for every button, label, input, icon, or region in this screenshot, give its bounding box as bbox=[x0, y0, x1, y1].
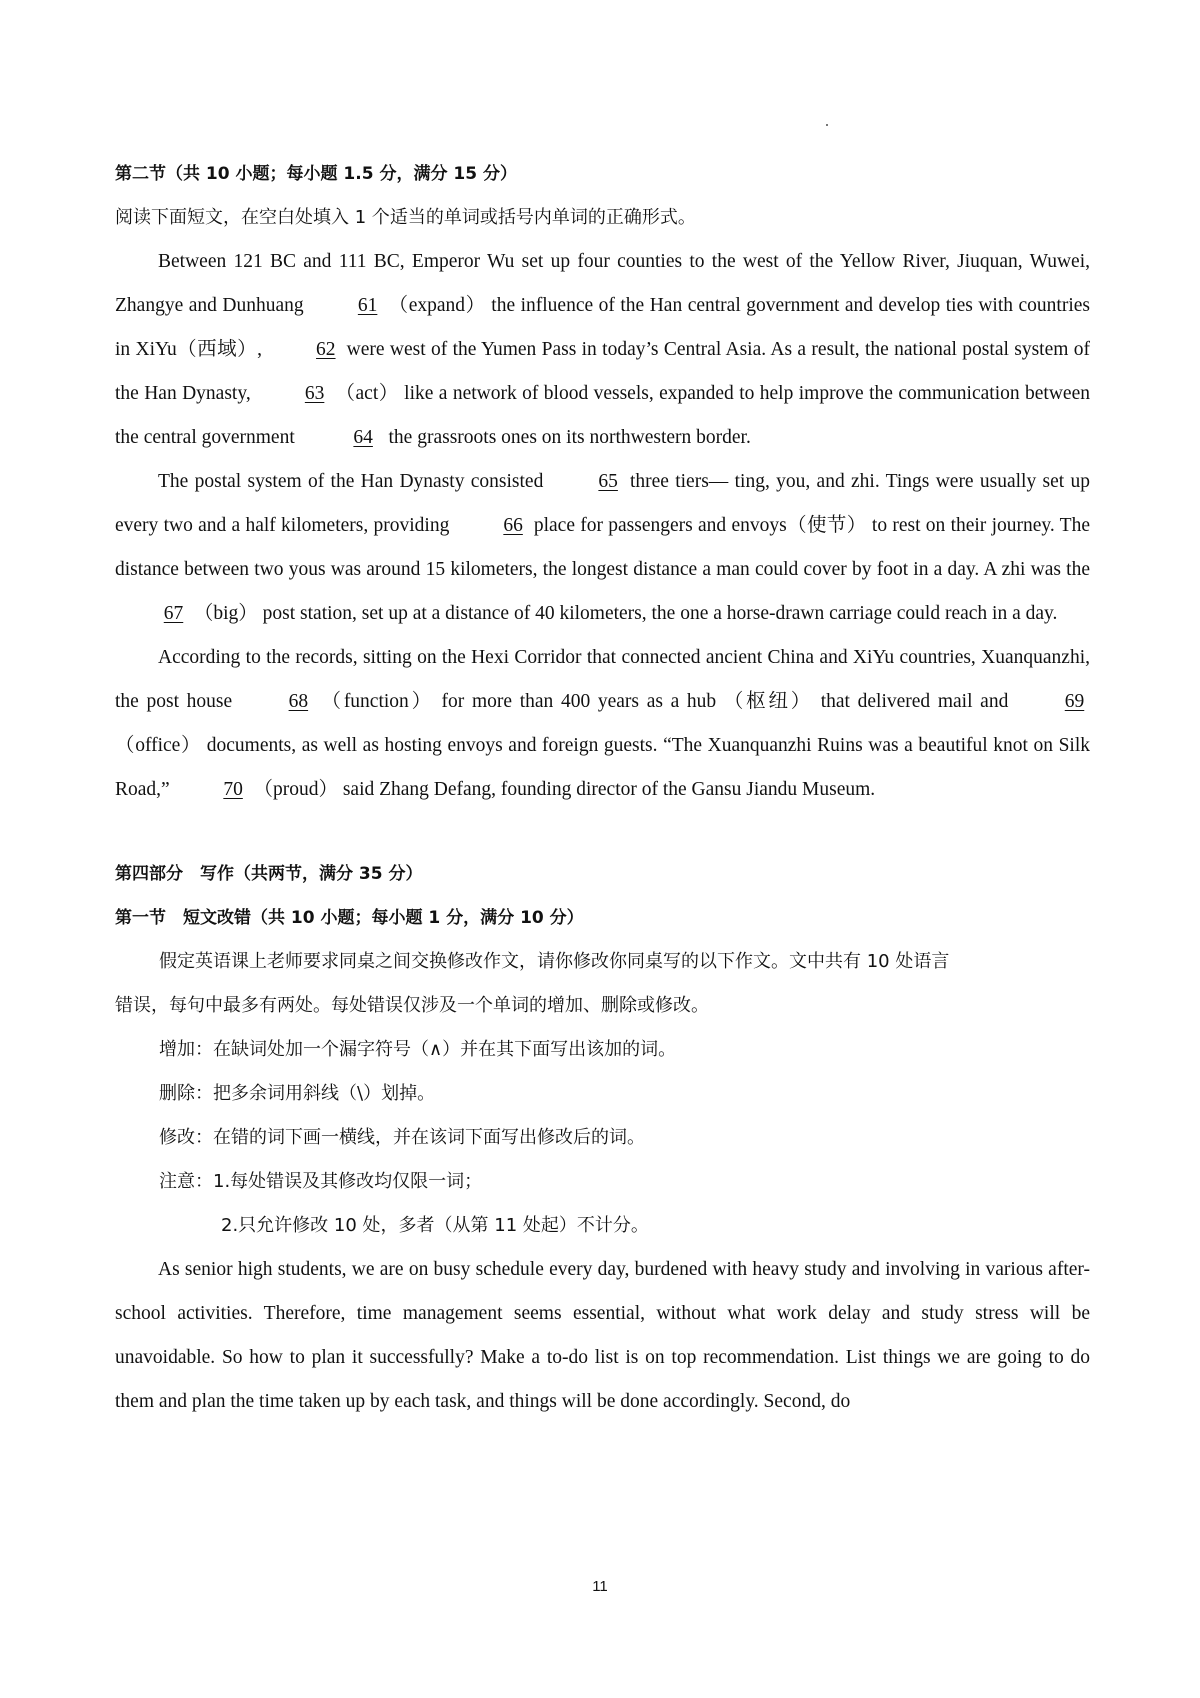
rule-modify: 修改：在错的词下画一横线，并在该词下面写出修改后的词。 bbox=[159, 1127, 645, 1148]
note-2: 2.只允许修改 10 处，多者（从第 11 处起）不计分。 bbox=[221, 1215, 649, 1236]
blank-62[interactable]: 62 bbox=[316, 339, 336, 360]
blank-68[interactable]: 68 bbox=[288, 691, 309, 712]
scan-speck bbox=[826, 124, 828, 126]
blank-61[interactable]: 61 bbox=[357, 295, 378, 316]
blank-67[interactable]: 67 bbox=[163, 603, 184, 624]
blank-64[interactable]: 64 bbox=[353, 427, 373, 448]
instruction-line-1: 假定英语课上老师要求同桌之间交换修改作文，请你修改你同桌写的以下作文。文中共有 10 处语言 bbox=[159, 951, 950, 972]
blank-63[interactable]: 63 bbox=[304, 383, 325, 404]
passage-paragraph-3: According to the records, sitting on the Hexi Corridor that connected ancient China and XiYu countries, Xuanquanzhi, the post house 68 （function） for more than 400 years as a hub （枢纽） that delivered mail and 69 （office） documents, as well as hosting envoys and foreign guests. “The Xuanquanzhi Ruins was a beautiful knot on Silk Road,” 70 （proud） said Zhang Defang, founding director of the Gansu Jiandu Museum. bbox=[115, 636, 1090, 812]
rule-delete: 删除：把多余词用斜线（\）划掉。 bbox=[159, 1083, 436, 1104]
instruction-line-2: 错误，每句中最多有两处。每处错误仅涉及一个单词的增加、删除或修改。 bbox=[115, 995, 709, 1016]
part4-section1-title: 第一节 短文改错（共 10 小题；每小题 1 分，满分 10 分） bbox=[115, 908, 584, 928]
essay-paragraph: As senior high students, we are on busy schedule every day, burdened with heavy study and involving in various after-school activities. Therefore, time management seems essential, without what work delay and study stress will be unavoidable. So how to plan it successfully? Make a to-do list is on top recommendation. List things we are going to do them and plan the time taken up by each task, and things will be done accordingly. Second, do bbox=[115, 1259, 1090, 1412]
part4-title: 第四部分 写作（共两节，满分 35 分） bbox=[115, 864, 423, 884]
blank-65[interactable]: 65 bbox=[598, 471, 618, 492]
section2-title: 第二节（共 10 小题；每小题 1.5 分，满分 15 分） bbox=[115, 164, 517, 184]
blank-70[interactable]: 70 bbox=[223, 779, 243, 800]
note-1: 注意：1.每处错误及其修改均仅限一词； bbox=[159, 1171, 483, 1192]
page-content bbox=[115, 152, 1090, 1424]
blank-69[interactable]: 69 bbox=[1064, 691, 1085, 712]
rule-add: 增加：在缺词处加一个漏字符号（∧）并在其下面写出该加的词。 bbox=[159, 1039, 677, 1060]
section2-instruction: 阅读下面短文，在空白处填入 1 个适当的单词或括号内单词的正确形式。 bbox=[115, 207, 696, 228]
blank-66[interactable]: 66 bbox=[503, 515, 523, 536]
passage-paragraph-1: Between 121 BC and 111 BC, Emperor Wu set up four counties to the west of the Yellow River, Jiuquan, Wuwei, Zhangye and Dunhuang 61 （expand） the influence of the Han central government and develop ties with countries in XiYu（西域）, 62 were west of the Yumen Pass in today’s Central Asia. As a result, the national postal system of the Han Dynasty, 63 （act） like a network of blood vessels, expanded to help improve the communication between the central government 64 the grassroots ones on its northwestern border. bbox=[115, 240, 1090, 460]
passage-paragraph-2: The postal system of the Han Dynasty consisted 65 three tiers— ting, you, and zhi. Tings were usually set up every two and a half kilometers, providing 66 place for passengers and envoys（使节） to rest on their journey. The distance between two yous was around 15 kilometers, the longest distance a man could cover by foot in a day. A zhi was the 67 （big） post station, set up at a distance of 40 kilometers, the one a horse-drawn carriage could reach in a day. bbox=[115, 460, 1090, 636]
page-number: 11 bbox=[592, 1578, 608, 1595]
